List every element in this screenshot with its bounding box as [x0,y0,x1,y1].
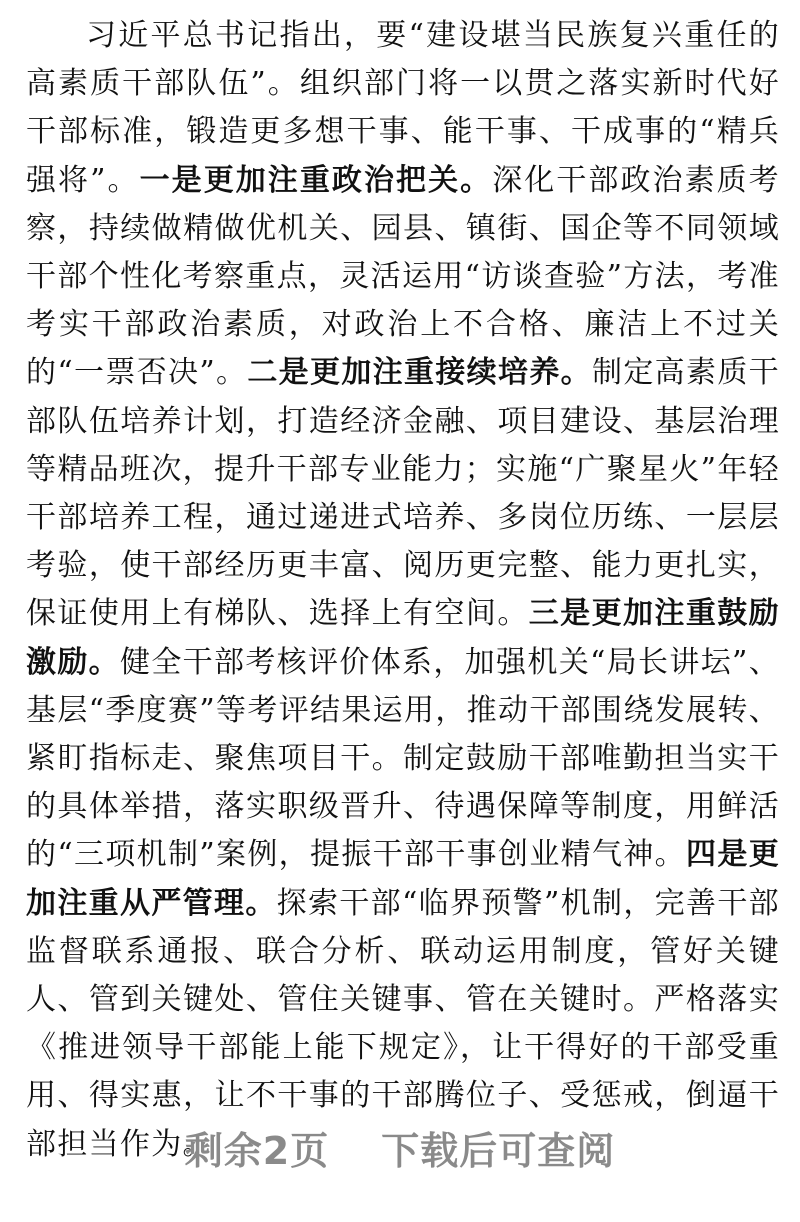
remaining-pages-label[interactable]: 剩余2页 [184,1129,330,1173]
heading-point-1: 一是更加注重政治把关。 [139,162,493,198]
segment-intro: 习近平总书记指出，要“建设堪当民族复兴重任的高素质干部队伍”。组织部门将一以贯之落实新时代好干部标准，锻造更多想干事、能干事、干成事的“精兵强将”。 [26,18,780,198]
segment-point-1: 深化干部政治素质考察，持续做精做优机关、园县、镇街、国企等不同领域干部个性化考察重点，灵活运用“访谈查验”方法，考准考实干部政治素质，对政治上不合格、廉洁上不过关的“一票否决”。 [26,162,780,391]
segment-point-2: 制定高素质干部队伍培养计划，打造经济金融、项目建设、基层治理等精品班次，提升干部专业能力；实施“广聚星火”年轻干部培养工程，通过递进式培养、多岗位历练、一层层考验，使干部经历更丰富、阅历更完整、能力更扎实，保证使用上有梯队、选择上有空间。 [26,355,780,632]
heading-point-4: 四是更加注重从严管理。 [26,837,780,921]
document-body [26,12,780,1169]
segment-point-3: 健全干部考核评价体系，加强机关“局长讲坛”、基层“季度赛”等考评结果运用，推动干部围绕发展转、紧盯指标走、聚焦项目干。制定鼓励干部唯勤担当实干的具体举措，落实职级晋升、待遇保障等制度，用鲜活的“三项机制”案例，提振干部干事创业精气神。 [26,644,780,873]
heading-point-3: 三是更加注重鼓励激励。 [26,596,780,680]
download-prompt[interactable] [0,1120,800,1175]
download-hint-label[interactable]: 下载后可查阅 [381,1129,616,1173]
segment-point-4: 探索干部“临界预警”机制，完善干部监督联系通报、联合分析、联动运用制度，管好关键人、管到关键处、管住关键事、管在关键时。严格落实《推进领导干部能上能下规定》，让干得好的干部受重用、得实惠，让不干事的干部腾位子、受惩戒，倒逼干部担当作为。 [26,885,780,1162]
paragraph [26,12,780,1169]
heading-point-2: 二是更加注重接续培养。 [247,355,593,391]
